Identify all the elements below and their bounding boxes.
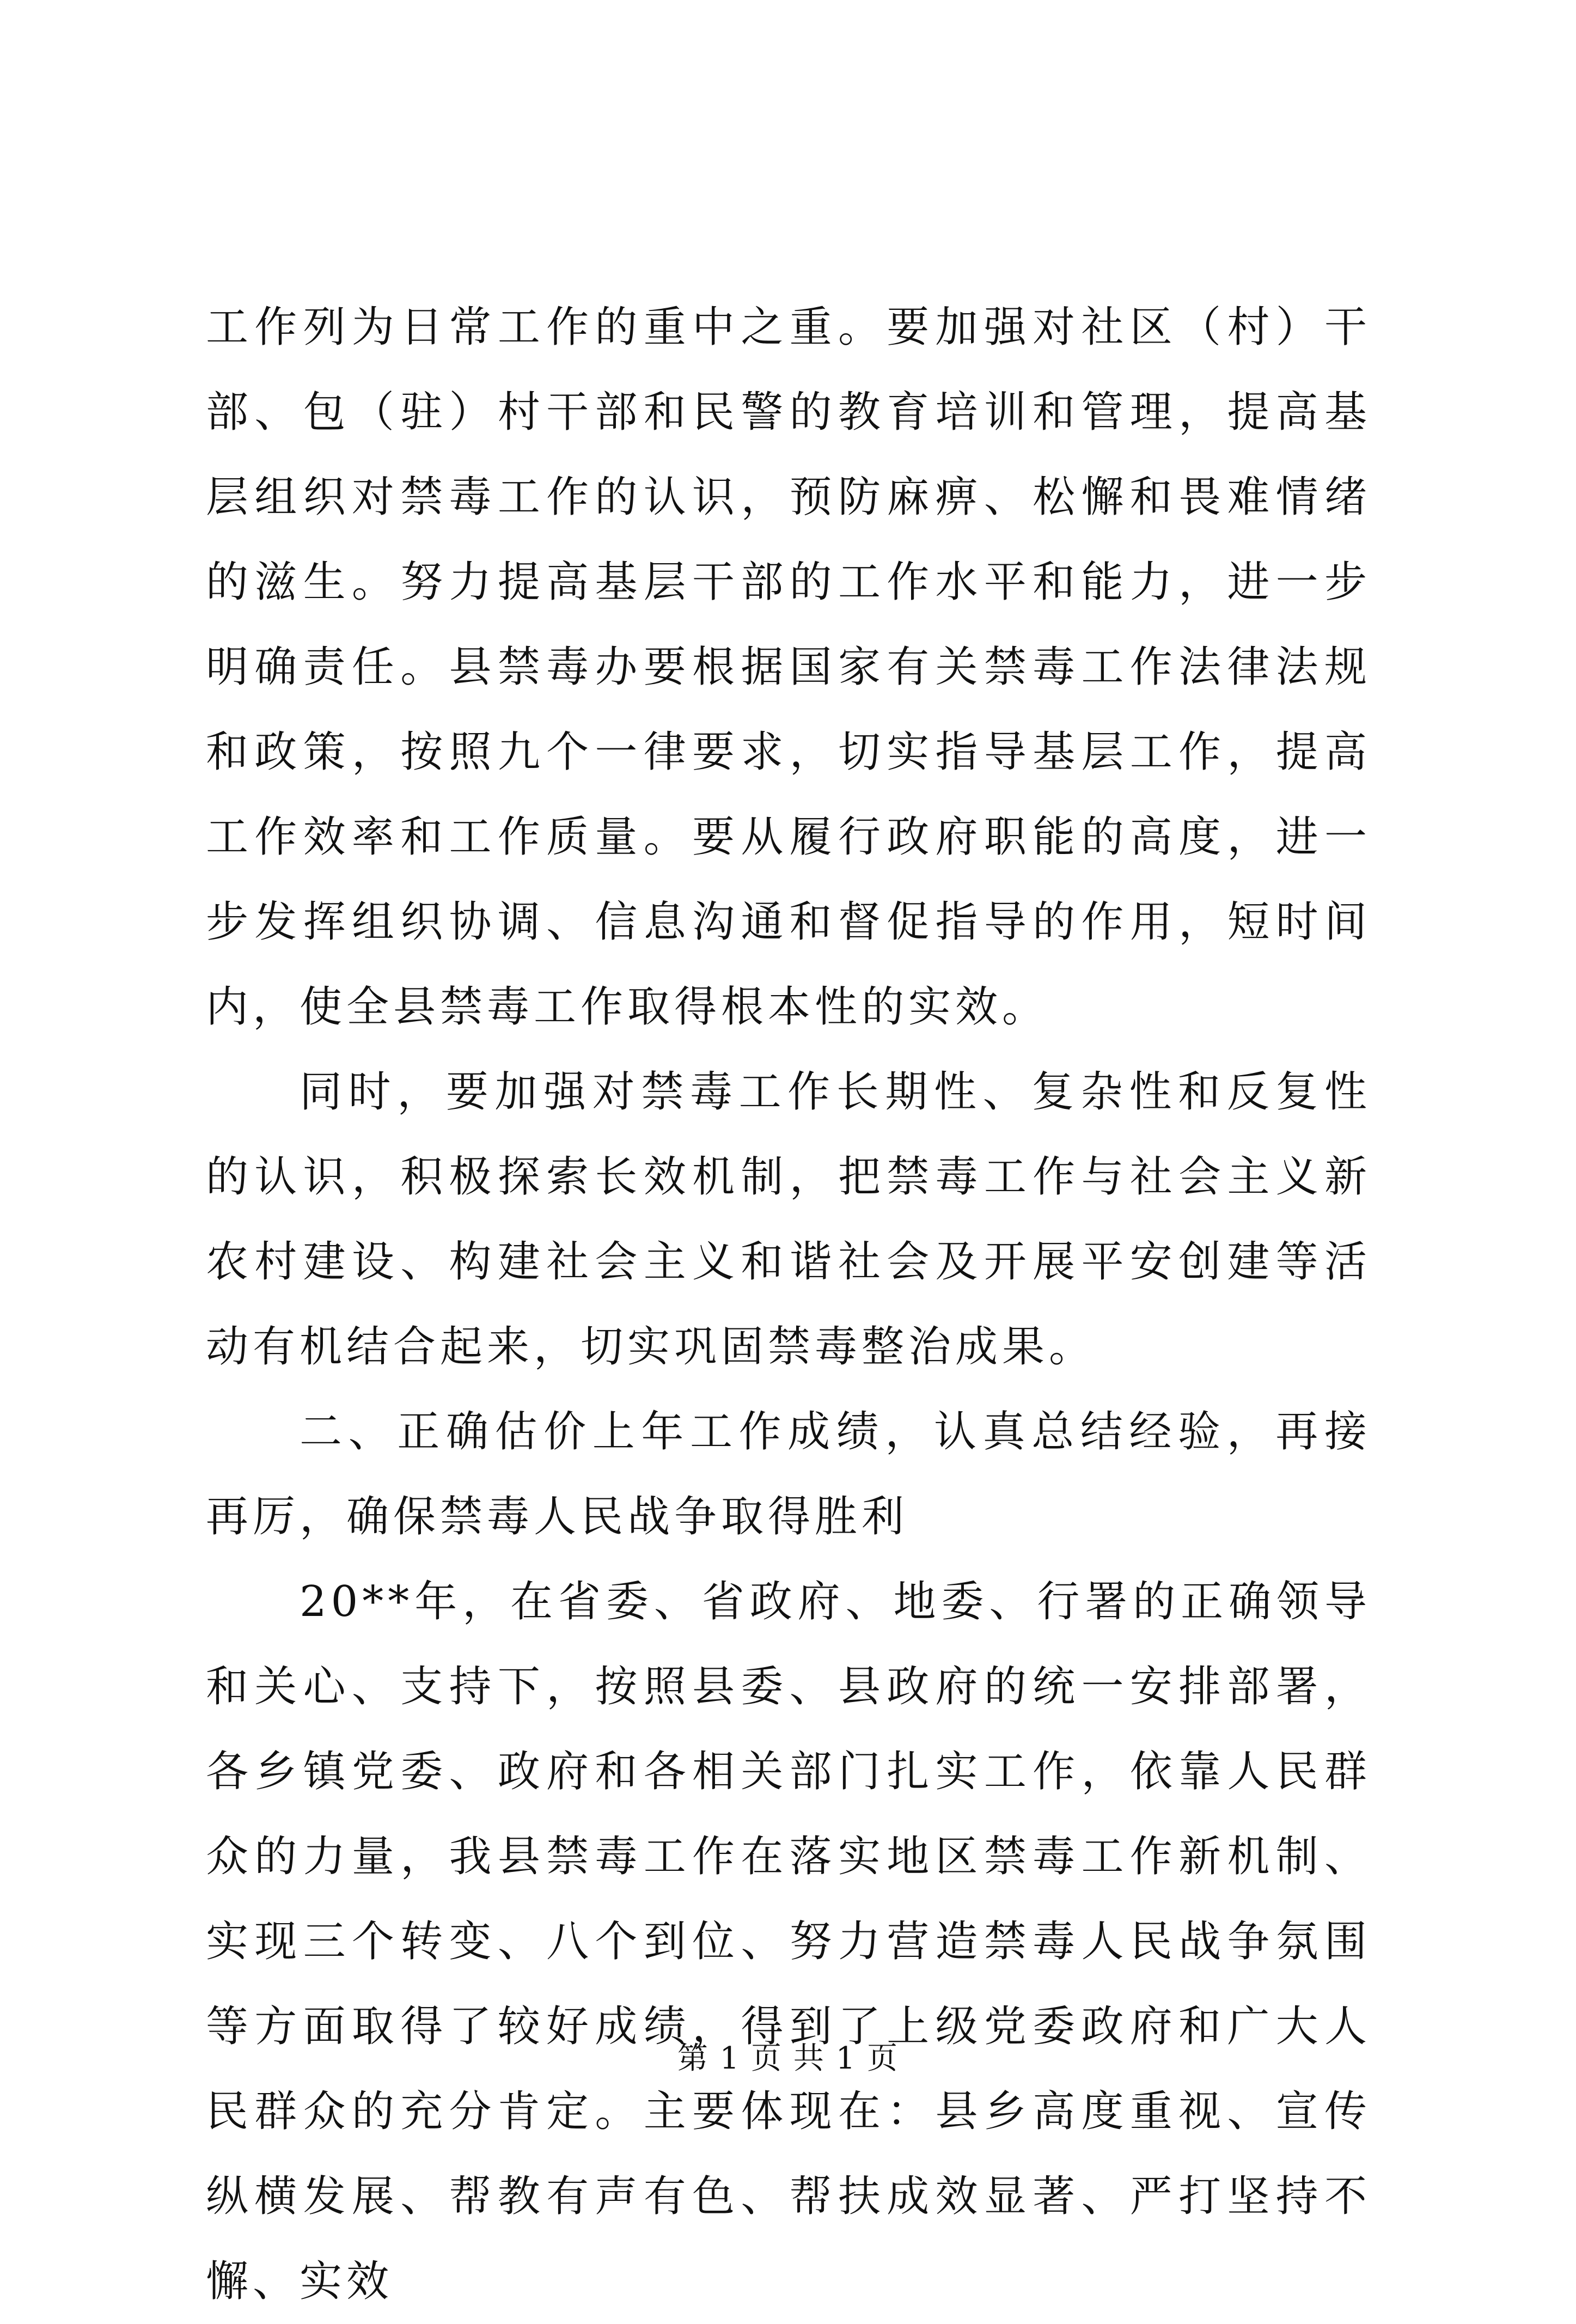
paragraph-long-term-mechanism: 同时，要加强对禁毒工作长期性、复杂性和反复性的认识，积极探索长效机制，把禁毒工作与社会主义新农村建设、构建社会主义和谐社会及开展平安创建等活动有机结合起来，切实巩固禁毒整治成果。 [206,1068,1371,1371]
page-footer: 第 1 页 共 1 页 [677,2041,899,2076]
paragraph-annual-summary: 20**年，在省委、省政府、地委、行署的正确领导和关心、支持下，按照县委、县政府的统一安排部署，各乡镇党委、政府和各相关部门扎实工作，依靠人民群众的力量，我县禁毒工作在落实地区禁毒工作新机制、实现三个转变、八个到位、努力营造禁毒人民战争氛围等方面取得了较好成绩，得到了上级党委政府和广大人民群众的充分肯定。主要体现在：县乡高度重视、宣传纵横发展、帮教有声有色、帮扶成效显著、严打坚持不懈、实效 [206,1577,1371,2306]
paragraph-continuation: 工作列为日常工作的重中之重。要加强对社区（村）干部、包（驻）村干部和民警的教育培训和管理，提高基层组织对禁毒工作的认识，预防麻痹、松懈和畏难情绪的滋生。努力提高基层干部的工作水平和能力，进一步明确责任。县禁毒办要根据国家有关禁毒工作法律法规和政策，按照九个一律要求，切实指导基层工作，提高工作效率和工作质量。要从履行政府职能的高度，进一步发挥组织协调、信息沟通和督促指导的作用，短时间内，使全县禁毒工作取得根本性的实效。 [206,303,1371,1032]
section-heading-two: 二、正确估价上年工作成绩，认真总结经验，再接再厉，确保禁毒人民战争取得胜利 [206,1407,1371,1541]
document-body [206,285,1371,2324]
